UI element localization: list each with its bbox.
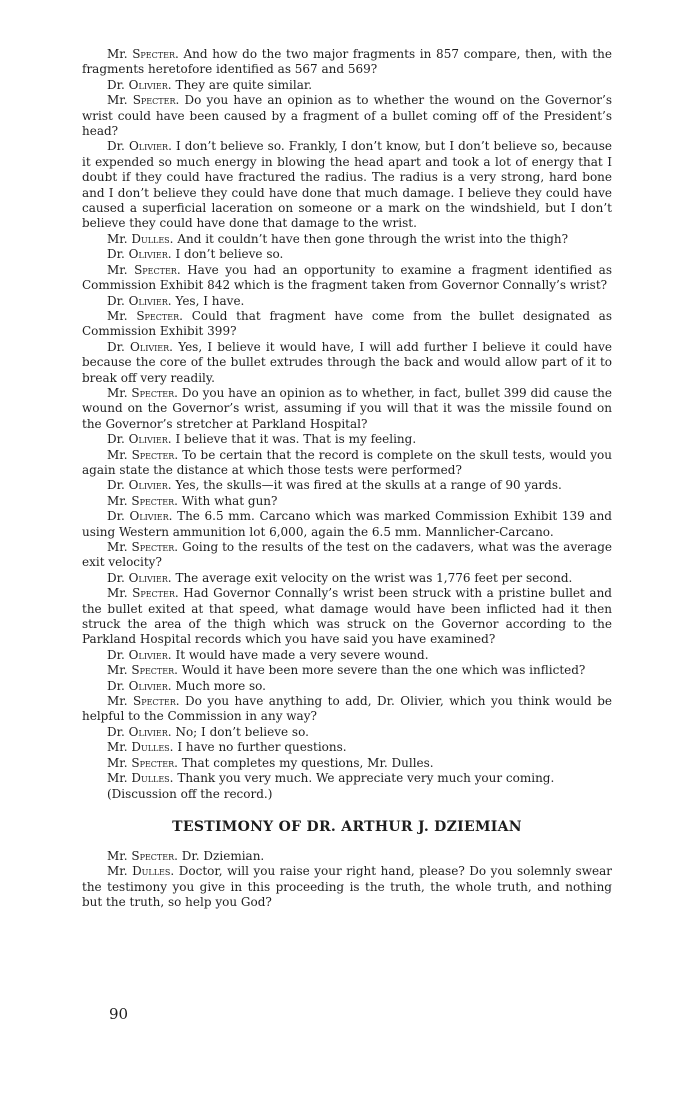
testimony-paragraph: Dr. Olivier. I don’t believe so. Frankly, I don’t know, but I don’t believe so, because it expended so much energy in blowing the head apart and took a lot of energy that I doubt if they could have fractured the radius. The radius is a very strong, hard bone and I don’t believe they could have done that much damage. I believe they could have caused a superficial laceration on someone or a mark on the windshield, but I don’t believe they could have done that damage to the wrist. [82, 139, 612, 231]
testimony-paragraph: Dr. Olivier. Yes, the skulls—it was fired at the skulls at a range of 90 yards. [107, 478, 562, 493]
testimony-paragraph: Mr. Specter. Could that fragment have come from the bullet designated as Commission Exhibit 399? [82, 308, 612, 339]
testimony-paragraph: Mr. Specter. Dr. Dziemian. [107, 848, 265, 863]
speaker-name: Mr. Specter. [107, 755, 178, 770]
speaker-name: Mr. Specter. [107, 540, 179, 554]
speaker-name: Mr. Dulles. [107, 740, 174, 755]
speaker-name: Mr. Specter. [107, 385, 178, 400]
speaker-name: Mr. Specter. [107, 93, 180, 108]
testimony-paragraph: Dr. Olivier. No; I don’t believe so. [107, 724, 309, 739]
testimony-paragraph: Mr. Specter. And how do the two major fragments in 857 compare, then, with the fragments heretofore identified as 567 and 569? [82, 47, 612, 77]
testimony-paragraph: Dr. Olivier. I believe that it was. That is my feeling. [107, 432, 417, 447]
speaker-name: Dr. Olivier. [107, 247, 172, 262]
speaker-name: Mr. Specter. [107, 47, 179, 61]
testimony-paragraph: Dr. Olivier. The 6.5 mm. Carcano which was marked Commission Exhibit 139 and using Western ammunition lot 6,000, again the 6.5 mm. Mannlicher-Carcano. [82, 509, 612, 539]
testimony-paragraph: (Discussion off the record.) [107, 786, 273, 801]
testimony-paragraph: Dr. Olivier. Yes, I believe it would have, I will add further I believe it could have because the core of the bullet extrudes through the back and would allow part of it to break off very readily. [82, 339, 612, 385]
testimony-paragraph: Dr. Olivier. Yes, I have. [107, 293, 245, 308]
speaker-name: Dr. Olivier. [107, 570, 172, 585]
page-number: 90 [109, 1005, 129, 1023]
testimony-paragraph: Mr. Specter. Do you have an opinion as to whether the wound on the Governor’s wrist could have been caused by a fragment of a bullet coming off of the President’s head? [82, 93, 612, 139]
testimony-paragraph: Mr. Specter. Would it have been more severe than the one which was inflicted? [107, 663, 586, 678]
testimony-paragraph: Dr. Olivier. It would have made a very severe wound. [107, 647, 429, 662]
speaker-name: Mr. Specter. [107, 447, 179, 462]
speaker-name: Mr. Specter. [107, 308, 183, 323]
dziemian-testimony-transcript [82, 849, 612, 911]
testimony-paragraph: Dr. Olivier. Much more so. [107, 678, 266, 693]
speaker-name: Dr. Olivier. [107, 339, 173, 354]
testimony-paragraph: Mr. Specter. Do you have an opinion as to whether, in fact, bullet 399 did cause the wound on the Governor’s wrist, assuming if you will that it was the missile found on the Governor’s stretcher at Parkland Hospital? [82, 385, 612, 431]
speaker-name: Dr. Olivier. [107, 724, 172, 739]
speaker-name: Dr. Olivier. [107, 77, 172, 92]
testimony-paragraph: Mr. Specter. Going to the results of the test on the cadavers, what was the average exit velocity? [82, 540, 612, 570]
speaker-name: Dr. Olivier. [107, 478, 172, 493]
speaker-name: Mr. Specter. [107, 663, 178, 678]
speaker-name: Dr. Olivier. [107, 647, 172, 662]
testimony-paragraph: Mr. Dulles. I have no further questions. [107, 740, 347, 755]
speaker-name: Mr. Dulles. [107, 771, 174, 786]
testimony-paragraph: Mr. Specter. Do you have anything to add, Dr. Olivier, which you think would be helpful to the Commission in any way? [82, 694, 612, 724]
testimony-paragraph: Mr. Dulles. Doctor, will you raise your right hand, please? Do you solemnly swear the testimony you give in this proceeding is the truth, the whole truth, and nothing but the truth, so help you God? [82, 864, 612, 910]
speaker-name: Mr. Specter. [107, 848, 178, 863]
speaker-name: Mr. Dulles. [107, 231, 174, 246]
testimony-paragraph: Dr. Olivier. I don’t believe so. [107, 247, 284, 262]
speaker-name: Dr. Olivier. [107, 139, 172, 154]
testimony-paragraph: Mr. Specter. Had Governor Connally’s wrist been struck with a pristine bullet and the bullet exited at that speed, what damage would have been inflicted had it then struck the area of the thigh which was struck on the Governor according to the Parkland Hospital records which you have said you have examined? [82, 586, 612, 647]
testimony-paragraph: Mr. Specter. With what gun? [107, 493, 278, 508]
speaker-name: Mr. Specter. [107, 694, 180, 709]
speaker-name: Dr. Olivier. [107, 509, 173, 524]
speaker-name: Dr. Olivier. [107, 678, 172, 693]
testimony-paragraph: Mr. Specter. That completes my questions, Mr. Dulles. [107, 755, 434, 770]
testimony-paragraph: Mr. Dulles. And it couldn’t have then gone through the wrist into the thigh? [107, 231, 569, 246]
speaker-name: Mr. Specter. [107, 262, 181, 277]
speaker-name: Mr. Specter. [107, 493, 178, 508]
testimony-paragraph: Mr. Specter. Have you had an opportunity to examine a fragment identified as Commission Exhibit 842 which is the fragment taken from Governor Connally’s wrist? [82, 262, 612, 293]
testimony-paragraph: Mr. Dulles. Thank you very much. We appreciate very much your coming. [107, 771, 555, 786]
speaker-name: Mr. Specter. [107, 586, 179, 601]
speaker-name: Dr. Olivier. [107, 432, 172, 447]
testimony-paragraph: Dr. Olivier. The average exit velocity on the wrist was 1,776 feet per second. [107, 570, 573, 585]
speaker-name: Mr. Dulles. [107, 864, 175, 879]
speaker-name: Dr. Olivier. [107, 293, 172, 308]
testimony-paragraph: Dr. Olivier. They are quite similar. [107, 77, 313, 92]
testimony-paragraph: Mr. Specter. To be certain that the record is complete on the skull tests, would you again state the distance at which those tests were performed? [82, 447, 612, 477]
olivier-testimony-transcript [82, 0, 612, 802]
section-heading: TESTIMONY OF DR. ARTHUR J. DZIEMIAN [172, 818, 522, 835]
